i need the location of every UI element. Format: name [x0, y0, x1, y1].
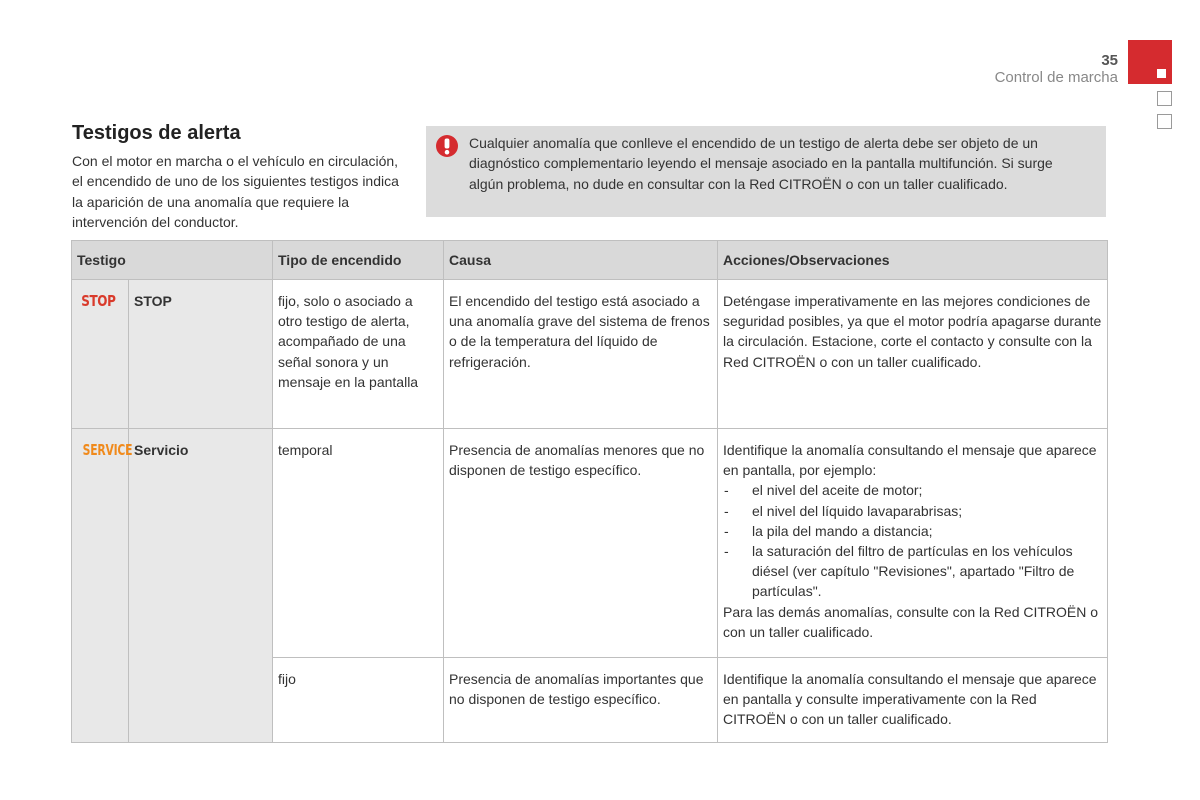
list-item: - el nivel del aceite de motor;: [723, 480, 1102, 500]
stop-icon-cell: [72, 280, 129, 429]
service-tipo-1: temporal: [273, 429, 444, 658]
service-acciones-1: [718, 429, 1108, 658]
service-name: Servicio: [129, 429, 273, 743]
warning-box: [426, 126, 1106, 217]
list-item: - la saturación del filtro de partículas en los vehículos diésel (ver capítulo "Revisiones", apartado "Filtro de partículas".: [723, 541, 1102, 602]
chapter-tab-empty-2[interactable]: [1157, 114, 1172, 129]
list-item: - la pila del mando a distancia;: [723, 521, 1102, 541]
service-causa-2: Presencia de anomalías importantes que no disponen de testigo específico.: [444, 658, 718, 743]
table-row-service-temporal: [72, 429, 1108, 658]
header-causa: Causa: [444, 241, 718, 280]
section-heading: Testigos de alerta: [72, 122, 241, 144]
stop-causa: El encendido del testigo está asociado a una anomalía grave del sistema de frenos o de la temperatura del líquido de refrigeración.: [444, 280, 718, 429]
page-number: 35: [1101, 52, 1118, 69]
table-row-stop: [72, 280, 1108, 429]
exclamation-icon: [436, 135, 458, 157]
service-causa-1: Presencia de anomalías menores que no disponen de testigo específico.: [444, 429, 718, 658]
header-acciones: Acciones/Observaciones: [718, 241, 1108, 280]
acciones-outro: Para las demás anomalías, consulte con la Red CITROËN o con un taller cualificado.: [723, 603, 1099, 640]
acciones-intro: Identifique la anomalía consultando el mensaje que aparece en pantalla, por ejemplo:: [723, 442, 1097, 479]
list-item: - el nivel del líquido lavaparabrisas;: [723, 501, 1102, 521]
service-warning-icon: SERVICE: [82, 441, 133, 459]
chapter-tab-active[interactable]: [1128, 40, 1172, 84]
service-icon-cell: [72, 429, 133, 743]
warning-text: Cualquier anomalía que conlleve el encendido de un testigo de alerta debe ser objeto de un diagnóstico complementario leyendo el mensaje asociado en la pantalla multifunción. Si surge algún problema, no dude en consultar con la Red CITROËN o con un taller cualificado.: [469, 135, 1053, 192]
header-testigo: Testigo: [72, 241, 273, 280]
header-tipo: Tipo de encendido: [273, 241, 444, 280]
stop-name: STOP: [129, 280, 273, 429]
section-title: Control de marcha: [994, 69, 1118, 86]
tab-marker: [1157, 69, 1166, 78]
service-tipo-2: fijo: [273, 658, 444, 743]
stop-warning-icon: STOP: [81, 292, 116, 310]
stop-tipo: fijo, solo o asociado a otro testigo de alerta, acompañado de una señal sonora y un mensaje en la pantalla: [273, 280, 444, 429]
warning-lights-table: [71, 240, 1108, 743]
chapter-tab-empty-1[interactable]: [1157, 91, 1172, 106]
table-header-row: [72, 241, 1108, 280]
intro-paragraph: Con el motor en marcha o el vehículo en circulación, el encendido de uno de los siguientes testigos indica la aparición de una anomalía que requiere la intervención del conductor.: [72, 153, 399, 230]
service-acciones-2: Identifique la anomalía consultando el mensaje que aparece en pantalla y consulte imperativamente con la Red CITROËN o con un taller cualificado.: [718, 658, 1108, 743]
acciones-list: [723, 480, 1102, 601]
stop-acciones: Deténgase imperativamente en las mejores condiciones de seguridad posibles, ya que el motor podría apagarse durante la circulación. Estacione, corte el contacto y consulte con la Red CITROËN o con un taller cualificado.: [718, 280, 1108, 429]
